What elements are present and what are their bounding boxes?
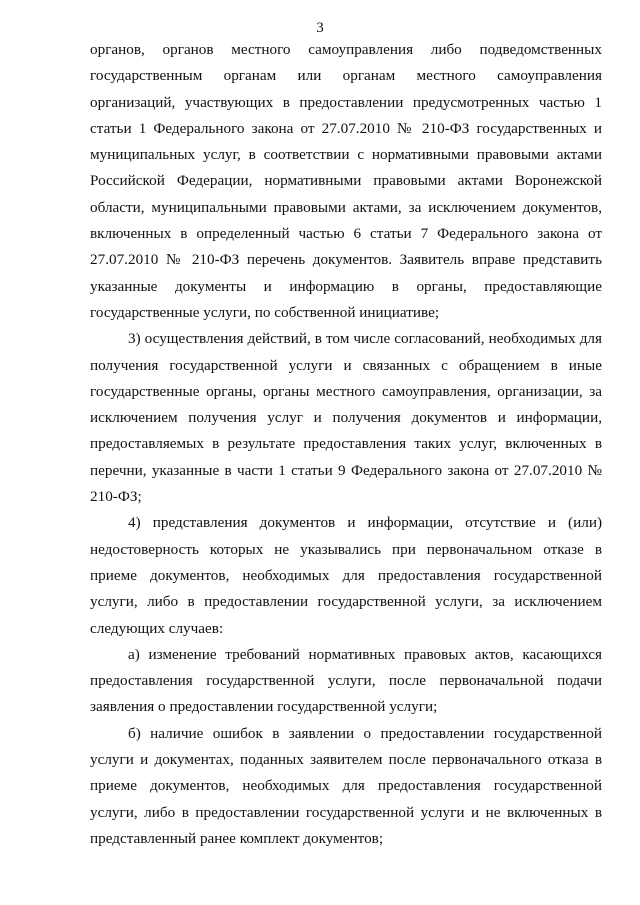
paragraph-subitem-a: а) изменение требований нормативных правовых актов, касающихся предоставления государственной услуги, после первоначальной подачи заявления о предоставлении государственной услуги; [90, 645, 602, 716]
paragraph-subitem-b: б) наличие ошибок в заявлении о предоставлении государственной услуги и документах, поданных заявителем после первоначального отказа в приеме документов, необходимых для предоставления государственной услуги, либо в предоставлении государственной услуги и не включенных в представленный ранее комплект документов; [90, 724, 602, 847]
paragraph-item-4: 4) представления документов и информации, отсутствие и (или) недостоверность которых не указывались при первоначальном отказе в приеме документов, необходимых для предоставления государственной услуги, либо в предоставлении государственной услуги, за исключением следующих случаев: [90, 514, 602, 637]
document-body [90, 37, 602, 852]
paragraph-item-3: 3) осуществления действий, в том числе согласований, необходимых для получения государственной услуги и связанных с обращением в иные государственные органы, органы местного самоуправления, организации, за исключением получения услуг и получения документов и информации, предоставляемых в результате предоставления таких услуг, включенных в перечни, указанные в части 1 статьи 9 Федерального закона от 27.07.2010 № 210-ФЗ; [90, 330, 602, 506]
paragraph-continuation: органов, органов местного самоуправления либо подведомственных государственным органам или органам местного самоуправления организаций, участвующих в предоставлении предусмотренных частью 1 статьи 1 Федерального закона от 27.07.2010 № 210-ФЗ государственных и муниципальных услуг, в соответствии с нормативными правовыми актами Российской Федерации, нормативными правовыми актами Воронежской области, муниципальными правовыми актами, за исключением документов, включенных в определенный частью 6 статьи 7 Федерального закона от 27.07.2010 № 210-ФЗ перечень документов. Заявитель вправе представить указанные документы и информацию в органы, предоставляющие государственные услуги, по собственной инициативе; [90, 41, 602, 321]
page-number: 3 [316, 20, 324, 36]
